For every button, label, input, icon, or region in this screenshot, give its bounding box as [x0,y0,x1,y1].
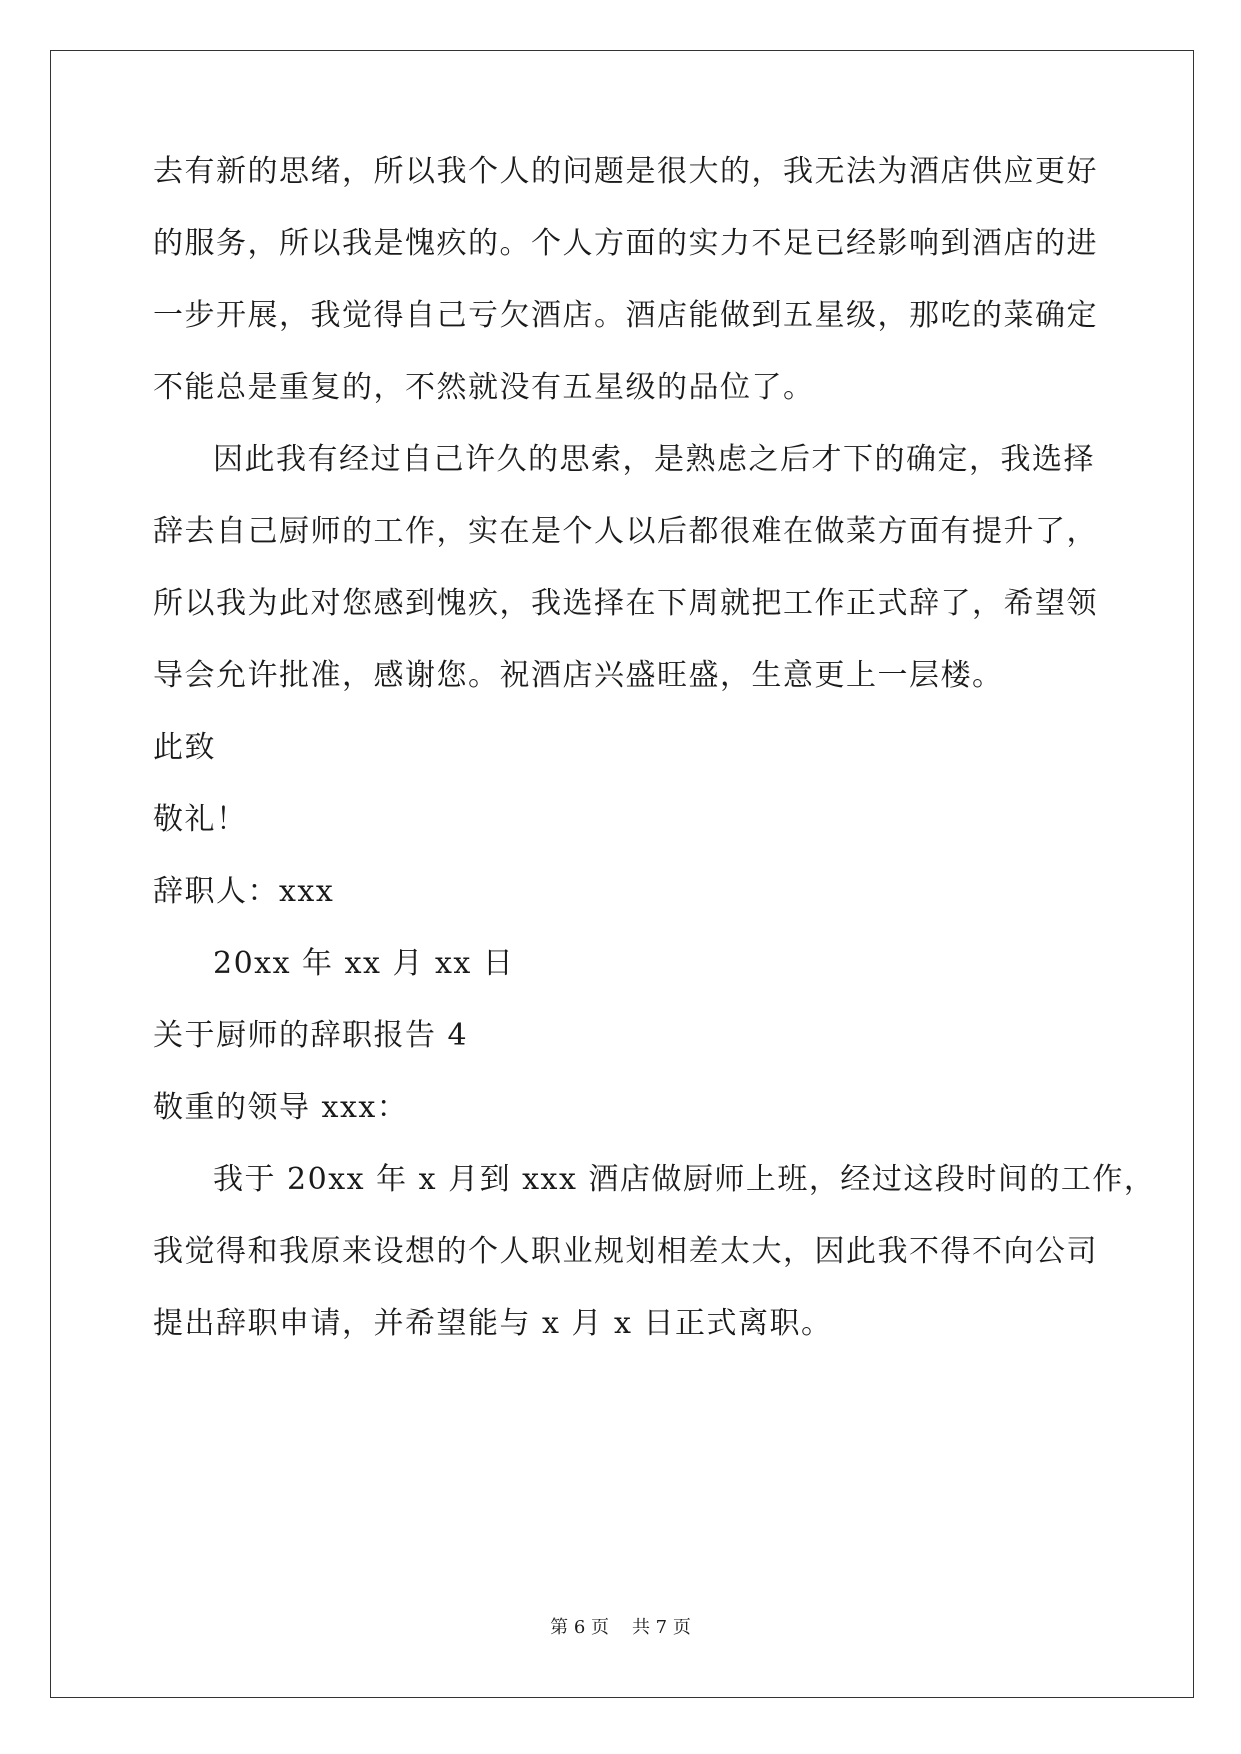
body-line: 一步开展，我觉得自己亏欠酒店。酒店能做到五星级，那吃的菜确定 [153,298,1098,333]
body-line: 去有新的思绪，所以我个人的问题是很大的，我无法为酒店供应更好 [153,154,1098,189]
body-line: 我于 20xx 年 x 月到 xxx 酒店做厨师上班，经过这段时间的工作， [213,1162,1156,1197]
closing-regards: 敬礼！ [153,802,248,837]
body-line: 的服务，所以我是愧疚的。个人方面的实力不足已经影响到酒店的进 [153,226,1098,261]
body-line: 辞去自己厨师的工作，实在是个人以后都很难在做菜方面有提升了， [153,514,1098,549]
body-line: 提出辞职申请，并希望能与 x 月 x 日正式离职。 [153,1306,833,1341]
body-line: 因此我有经过自己许久的思索，是熟虑之后才下的确定，我选择 [213,442,1095,477]
body-line: 我觉得和我原来设想的个人职业规划相差太大，因此我不得不向公司 [153,1234,1098,1269]
date-line: 20xx 年 xx 月 xx 日 [213,946,515,981]
section-heading: 关于厨师的辞职报告 4 [153,1018,469,1053]
page-number: 第 6 页 共 7 页 [550,1617,691,1638]
signature-line: 辞职人：xxx [153,874,335,909]
body-line: 不能总是重复的，不然就没有五星级的品位了。 [153,370,815,405]
closing-salutation: 此致 [153,730,216,765]
body-line: 所以我为此对您感到愧疚，我选择在下周就把工作正式辞了，希望领 [153,586,1098,621]
greeting-line: 敬重的领导 xxx： [153,1090,409,1125]
body-line: 导会允许批准，感谢您。祝酒店兴盛旺盛，生意更上一层楼。 [153,658,1004,693]
